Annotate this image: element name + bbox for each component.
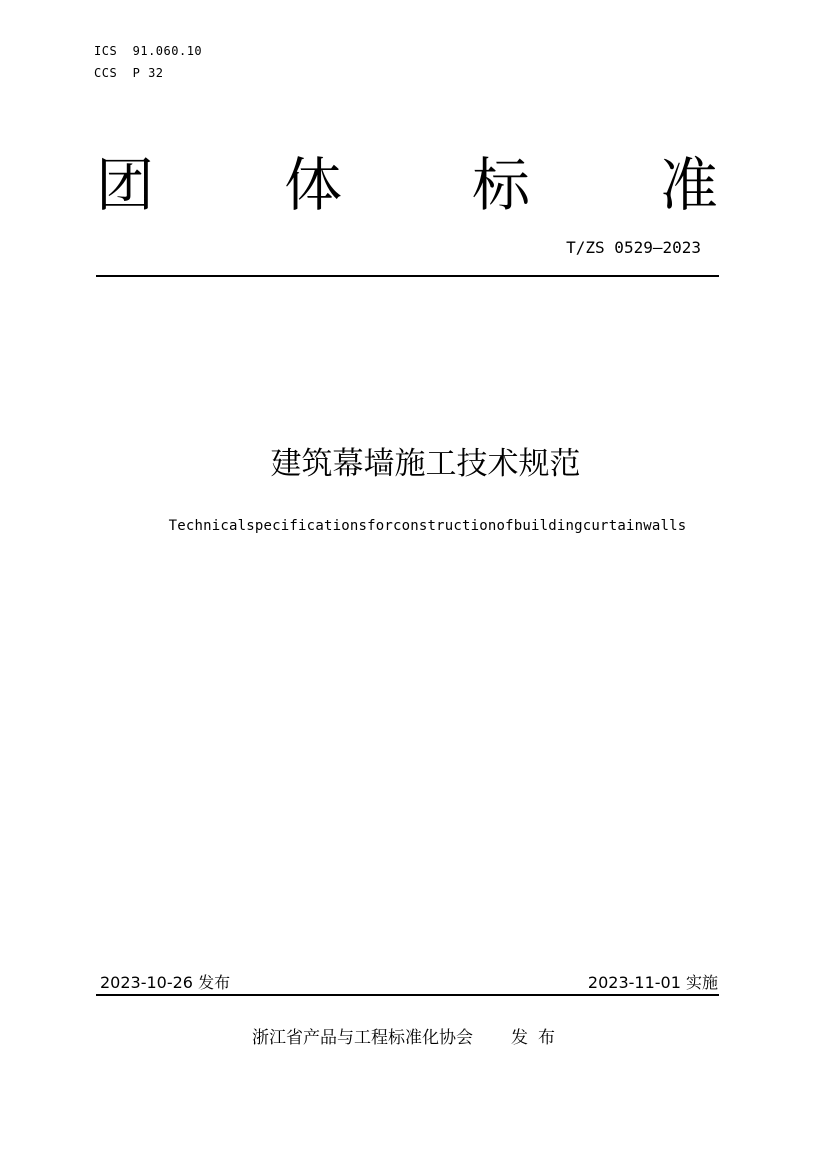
date-row	[100, 971, 718, 995]
header-divider	[96, 275, 719, 277]
issuer-line	[252, 1025, 565, 1051]
classification-codes	[94, 40, 202, 84]
standard-number: T/ZS 0529—2023	[566, 238, 701, 257]
issuer-action: 发布	[511, 1028, 565, 1048]
publish-date: 2023-10-26 发布	[100, 973, 231, 992]
footer-divider	[96, 994, 719, 996]
standard-type-char-4: 准	[659, 151, 718, 219]
document-title-english: Technicalspecificationsforconstructionofbuildingcurtainwalls	[168, 518, 687, 534]
standard-type-heading	[96, 150, 718, 220]
implement-date: 2023-11-01 实施	[587, 973, 718, 992]
document-title-chinese: 建筑幕墙施工技术规范	[270, 446, 581, 482]
standard-type-char-3: 标	[471, 151, 530, 219]
standard-type-char-1: 团	[96, 151, 155, 219]
issuer-name: 浙江省产品与工程标准化协会	[252, 1028, 473, 1048]
ics-code: ICS 91.060.10	[94, 44, 203, 58]
standard-type-char-2: 体	[283, 151, 342, 219]
ccs-code: CCS P 32	[94, 66, 164, 80]
